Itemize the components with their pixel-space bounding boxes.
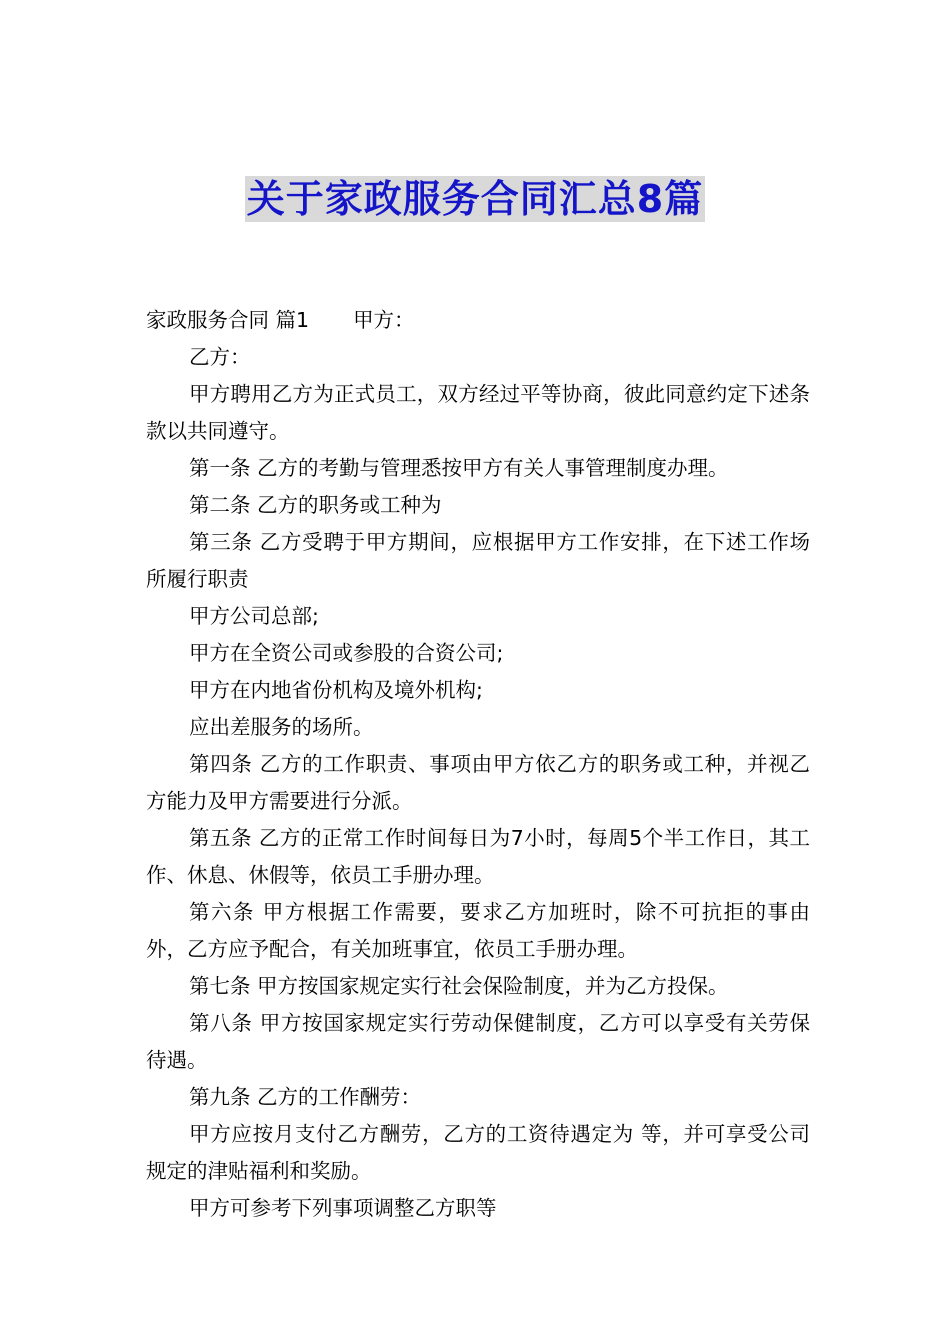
paragraph: 甲方聘用乙方为正式员工，双方经过平等协商，彼此同意约定下述条款以共同遵守。 [146,382,810,443]
paragraph: 甲方应按月支付乙方酬劳，乙方的工资待遇定为 等，并可享受公司规定的津贴福利和奖励。 [146,1122,810,1183]
paragraph: 甲方在全资公司或参股的合资公司; [189,641,504,665]
paragraph: 应出差服务的场所。 [189,715,374,739]
paragraph: 甲方在内地省份机构及境外机构; [189,678,483,702]
title-container [0,176,950,222]
paragraph: 甲方可参考下列事项调整乙方职等 [189,1196,497,1220]
paragraph: 第一条 乙方的考勤与管理悉按甲方有关人事管理制度办理。 [189,456,729,480]
paragraph: 第五条 乙方的正常工作时间每日为7小时，每周5个半工作日，其工作、休息、休假等，依员工手册办理。 [146,826,810,887]
section-label: 家政服务合同 篇1 [146,308,310,332]
paragraph: 第六条 甲方根据工作需要，要求乙方加班时，除不可抗拒的事由外，乙方应予配合，有关加班事宜，依员工手册办理。 [146,900,810,961]
paragraph: 第二条 乙方的职务或工种为 [189,493,442,517]
paragraph: 第三条 乙方受聘于甲方期间，应根据甲方工作安排，在下述工作场所履行职责 [146,530,810,591]
document-body [146,302,810,1227]
paragraph: 第九条 乙方的工作酬劳： [189,1085,422,1109]
paragraph: 乙方： [189,345,251,369]
paragraph: 第四条 乙方的工作职责、事项由甲方依乙方的职务或工种，并视乙方能力及甲方需要进行分派。 [146,752,810,813]
paragraph-heading [146,302,810,339]
document-title: 关于家政服务合同汇总8篇 [246,177,704,221]
party-a-label: 甲方： [353,308,415,332]
paragraph: 甲方公司总部; [189,604,319,628]
paragraph: 第八条 甲方按国家规定实行劳动保健制度，乙方可以享受有关劳保待遇。 [146,1011,810,1072]
paragraph: 第七条 甲方按国家规定实行社会保险制度，并为乙方投保。 [189,974,729,998]
